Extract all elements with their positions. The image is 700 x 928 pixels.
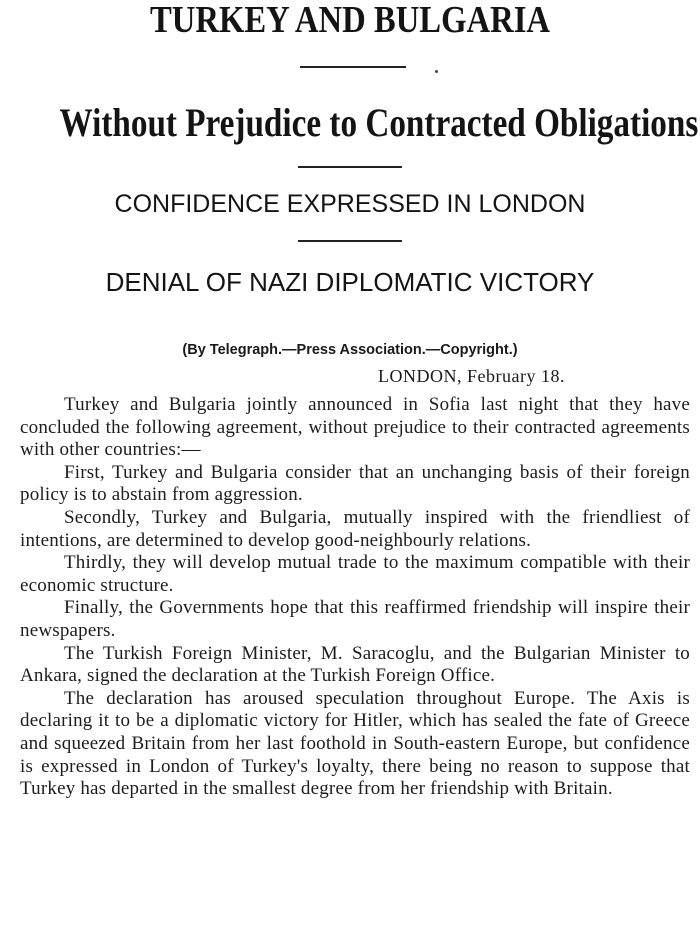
- divider-rule: [298, 240, 402, 242]
- paragraph: Finally, the Governments hope that this reaffirmed friendship will inspire their newspapers.: [20, 597, 690, 641]
- article-body: [20, 394, 690, 801]
- paragraph: Thirdly, they will develop mutual trade to the maximum compatible with their economic structure.: [20, 552, 690, 596]
- paragraph: First, Turkey and Bulgaria consider that an unchanging basis of their foreign policy is to abstain from aggression.: [20, 461, 690, 506]
- divider-rule: [300, 66, 406, 68]
- paragraph: The Turkish Foreign Minister, M. Saracoglu, and the Bulgarian Minister to Ankara, signed the declaration at the Turkish Foreign Office.: [20, 642, 690, 687]
- dateline: LONDON, February 18.: [378, 366, 565, 386]
- paragraph: The declaration has aroused speculation throughout Europe. The Axis is declaring it to be a diplomatic victory for Hitler, which has sealed the fate of Greece and squeezed Britain from her last foothold in South-eastern Europe, but confidence is expressed in London of Turkey's loyalty, there being no reason to suppose that Turkey has departed in the smallest degree from her friendship with Britain.: [20, 687, 690, 800]
- print-speck: [435, 70, 438, 73]
- paragraph: Secondly, Turkey and Bulgaria, mutually inspired with the friendliest of intentions, are determined to develop good-neighbourly relations.: [20, 506, 690, 551]
- byline: (By Telegraph.—Press Association.—Copyright.): [182, 342, 518, 358]
- subheadline-denial: DENIAL OF NAZI DIPLOMATIC VICTORY: [105, 267, 595, 297]
- headline-main: TURKEY AND BULGARIA: [149, 0, 551, 41]
- subheadline-confidence: CONFIDENCE EXPRESSED IN LONDON: [114, 190, 586, 218]
- headline-secondary: Without Prejudice to Contracted Obligations: [59, 100, 699, 145]
- paragraph: Turkey and Bulgaria jointly announced in Sofia last night that they have concluded the following agreement, without prejudice to their contracted agreements with other countries:—: [20, 394, 690, 461]
- divider-rule: [298, 166, 402, 168]
